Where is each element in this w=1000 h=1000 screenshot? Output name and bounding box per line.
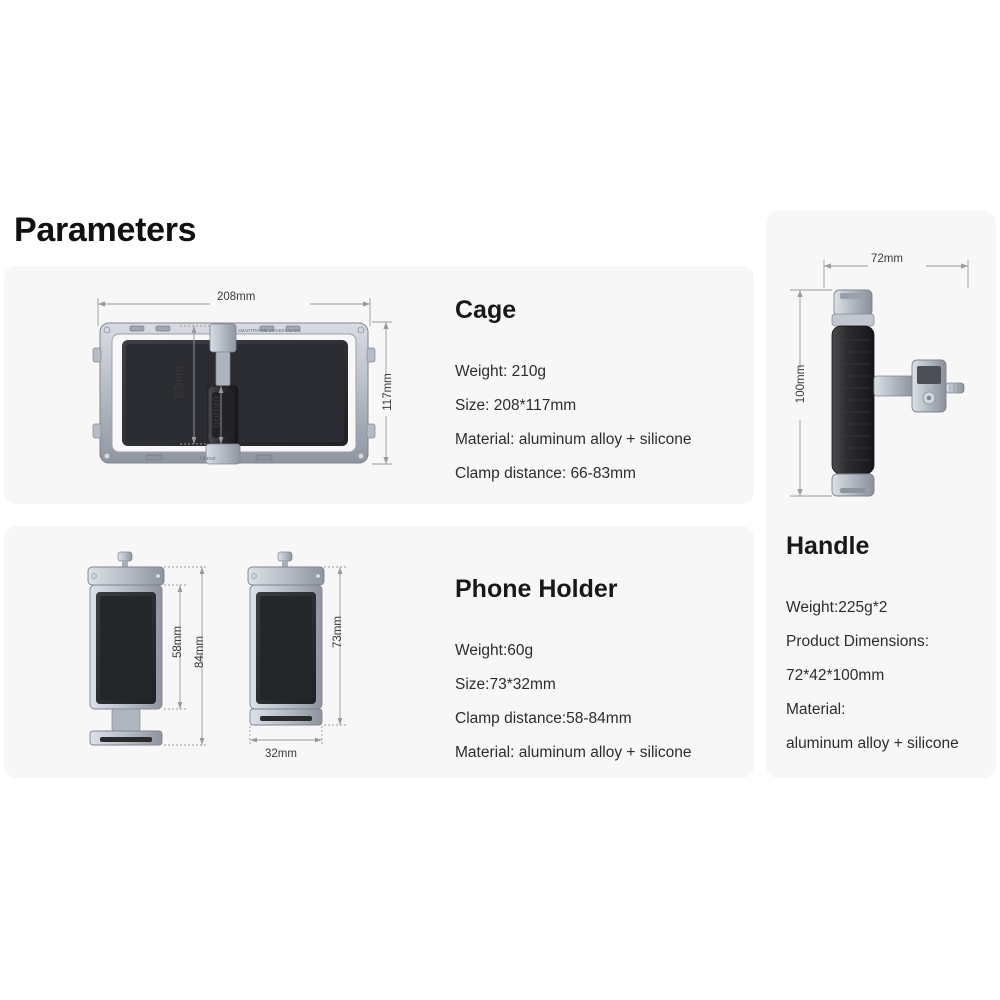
svg-text:Ulanzi: Ulanzi	[200, 456, 216, 462]
holder-clamp-min-label: 58mm	[172, 626, 184, 658]
phone-holder-drawing-svg	[40, 536, 440, 772]
cage-spec-weight: Weight: 210g	[455, 363, 547, 380]
svg-text:SMARTPHONE UNIVERSAL RIG: SMARTPHONE UNIVERSAL RIG	[238, 328, 301, 333]
cage-spec-size: Size: 208*117mm	[455, 397, 577, 414]
handle-diagram	[776, 248, 986, 510]
handle-spec-weight: Weight:225g*2	[786, 599, 888, 616]
phone-holder-diagram	[40, 536, 440, 772]
holder-spec-material: Material: aluminum alloy + silicone	[455, 744, 692, 761]
handle-spec-dimensions-label: Product Dimensions:	[786, 633, 930, 650]
cage-width-label: 208mm	[217, 291, 256, 303]
handle-drawing-svg	[776, 248, 986, 510]
cage-spec-clamp: Clamp distance: 66-83mm	[455, 465, 636, 482]
handle-title: Handle	[786, 532, 870, 560]
page-title: Parameters	[14, 211, 197, 249]
handle-height-label: 100mm	[795, 364, 807, 404]
cage-height-label: 117mm	[382, 373, 394, 411]
holder-spec-clamp: Clamp distance:58-84mm	[455, 710, 632, 727]
phone-holder-title: Phone Holder	[455, 575, 618, 603]
cage-clamp-max-label: 83mm	[174, 366, 186, 398]
holder-side-width-label: 32mm	[265, 748, 297, 760]
handle-spec-material-label: Material:	[786, 701, 846, 718]
handle-width-label: 72mm	[871, 253, 903, 265]
handle-spec-dimensions-value: 72*42*100mm	[786, 667, 885, 684]
holder-spec-size: Size:73*32mm	[455, 676, 556, 693]
handle-spec-material-value: aluminum alloy + silicone	[786, 735, 959, 752]
holder-side-height-label: 73mm	[332, 616, 344, 648]
cage-clamp-min-label: 66mm	[211, 396, 223, 428]
holder-clamp-max-label: 84mm	[194, 636, 206, 668]
cage-diagram	[60, 276, 440, 498]
cage-spec-material: Material: aluminum alloy + silicone	[455, 431, 692, 448]
holder-spec-weight: Weight:60g	[455, 642, 534, 659]
cage-title: Cage	[455, 296, 517, 324]
